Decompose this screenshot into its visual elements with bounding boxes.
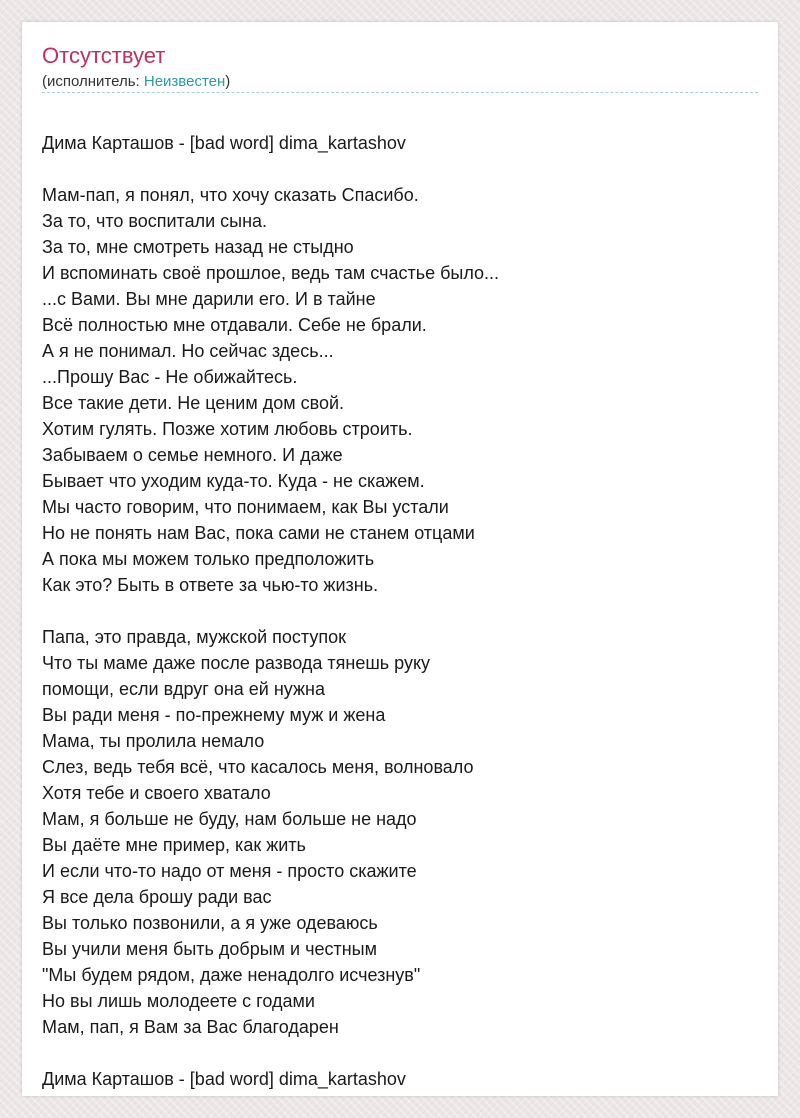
- lyric-line: Что ты маме даже после развода тянешь руку: [42, 653, 431, 673]
- lyric-line: Мам, пап, я Вам за Вас благодарен: [42, 1017, 339, 1037]
- lyric-line: Но не понять нам Вас, пока сами не станем отцами: [42, 523, 475, 543]
- lyrics-header: Дима Карташов - [bad word] dima_kartashov: [42, 133, 406, 153]
- lyric-line: Как это? Быть в ответе за чью-то жизнь.: [42, 575, 379, 595]
- lyric-line: "Мы будем рядом, даже ненадолго исчезнув": [42, 965, 421, 985]
- lyric-line: Я все дела брошу ради вас: [42, 887, 272, 907]
- lyric-line: Вы даёте мне пример, как жить: [42, 835, 306, 855]
- artist-link[interactable]: Неизвестен: [143, 73, 226, 90]
- lyric-line: Хотя тебе и своего хватало: [42, 783, 271, 803]
- lyric-line: Забываем о семье немного. И даже: [42, 445, 343, 465]
- lyric-line: ...с Вами. Вы мне дарили его. И в тайне: [42, 289, 376, 309]
- lyric-line: Мы часто говорим, что понимаем, как Вы устали: [42, 497, 449, 517]
- song-title: Отсутствует: [42, 43, 166, 68]
- lyric-line: Слез, ведь тебя всё, что касалось меня, волновало: [42, 757, 474, 777]
- lyric-line: И если что-то надо от меня - просто скажите: [42, 861, 417, 881]
- lyric-line: помощи, если вдруг она ей нужна: [42, 679, 325, 699]
- lyric-line: Все такие дети. Не ценим дом свой.: [42, 393, 345, 413]
- lyric-line: Вы ради меня - по-прежнему муж и жена: [42, 705, 386, 725]
- artist-suffix: ): [225, 73, 231, 90]
- lyrics-text: [42, 104, 758, 1092]
- title-divider: [42, 92, 758, 93]
- lyric-line: Мам, я больше не буду, нам больше не надо: [42, 809, 417, 829]
- lyric-line: Хотим гулять. Позже хотим любовь строить.: [42, 419, 413, 439]
- lyric-line: За то, что воспитали сына.: [42, 211, 268, 231]
- artist-prefix: (исполнитель:: [42, 73, 144, 90]
- lyric-line: Всё полностью мне отдавали. Себе не брали.: [42, 315, 427, 335]
- lyric-line: Но вы лишь молодеете с годами: [42, 991, 315, 1011]
- lyric-line: А я не понимал. Но сейчас здесь...: [42, 341, 334, 361]
- lyrics-footer: Дима Карташов - [bad word] dima_kartashov: [42, 1069, 406, 1089]
- lyric-line: Папа, это правда, мужской поступок: [42, 627, 346, 647]
- lyric-line: Мама, ты пролила немало: [42, 731, 265, 751]
- lyric-line: И вспоминать своё прошлое, ведь там счастье было...: [42, 263, 500, 283]
- lyric-line: Вы учили меня быть добрым и честным: [42, 939, 377, 959]
- verse-1: [42, 182, 758, 598]
- lyric-line: ...Прошу Вас - Не обижайтесь.: [42, 367, 298, 387]
- lyric-line: Мам-пап, я понял, что хочу сказать Спасибо.: [42, 185, 419, 205]
- lyric-line: За то, мне смотреть назад не стыдно: [42, 237, 354, 257]
- lyric-line: А пока мы можем только предположить: [42, 549, 375, 569]
- verse-2: [42, 624, 758, 1040]
- lyric-line: Вы только позвонили, а я уже одеваюсь: [42, 913, 378, 933]
- lyric-line: Бывает что уходим куда-то. Куда - не скажем.: [42, 471, 425, 491]
- lyrics-card: [22, 22, 778, 1096]
- artist-line: [42, 73, 230, 91]
